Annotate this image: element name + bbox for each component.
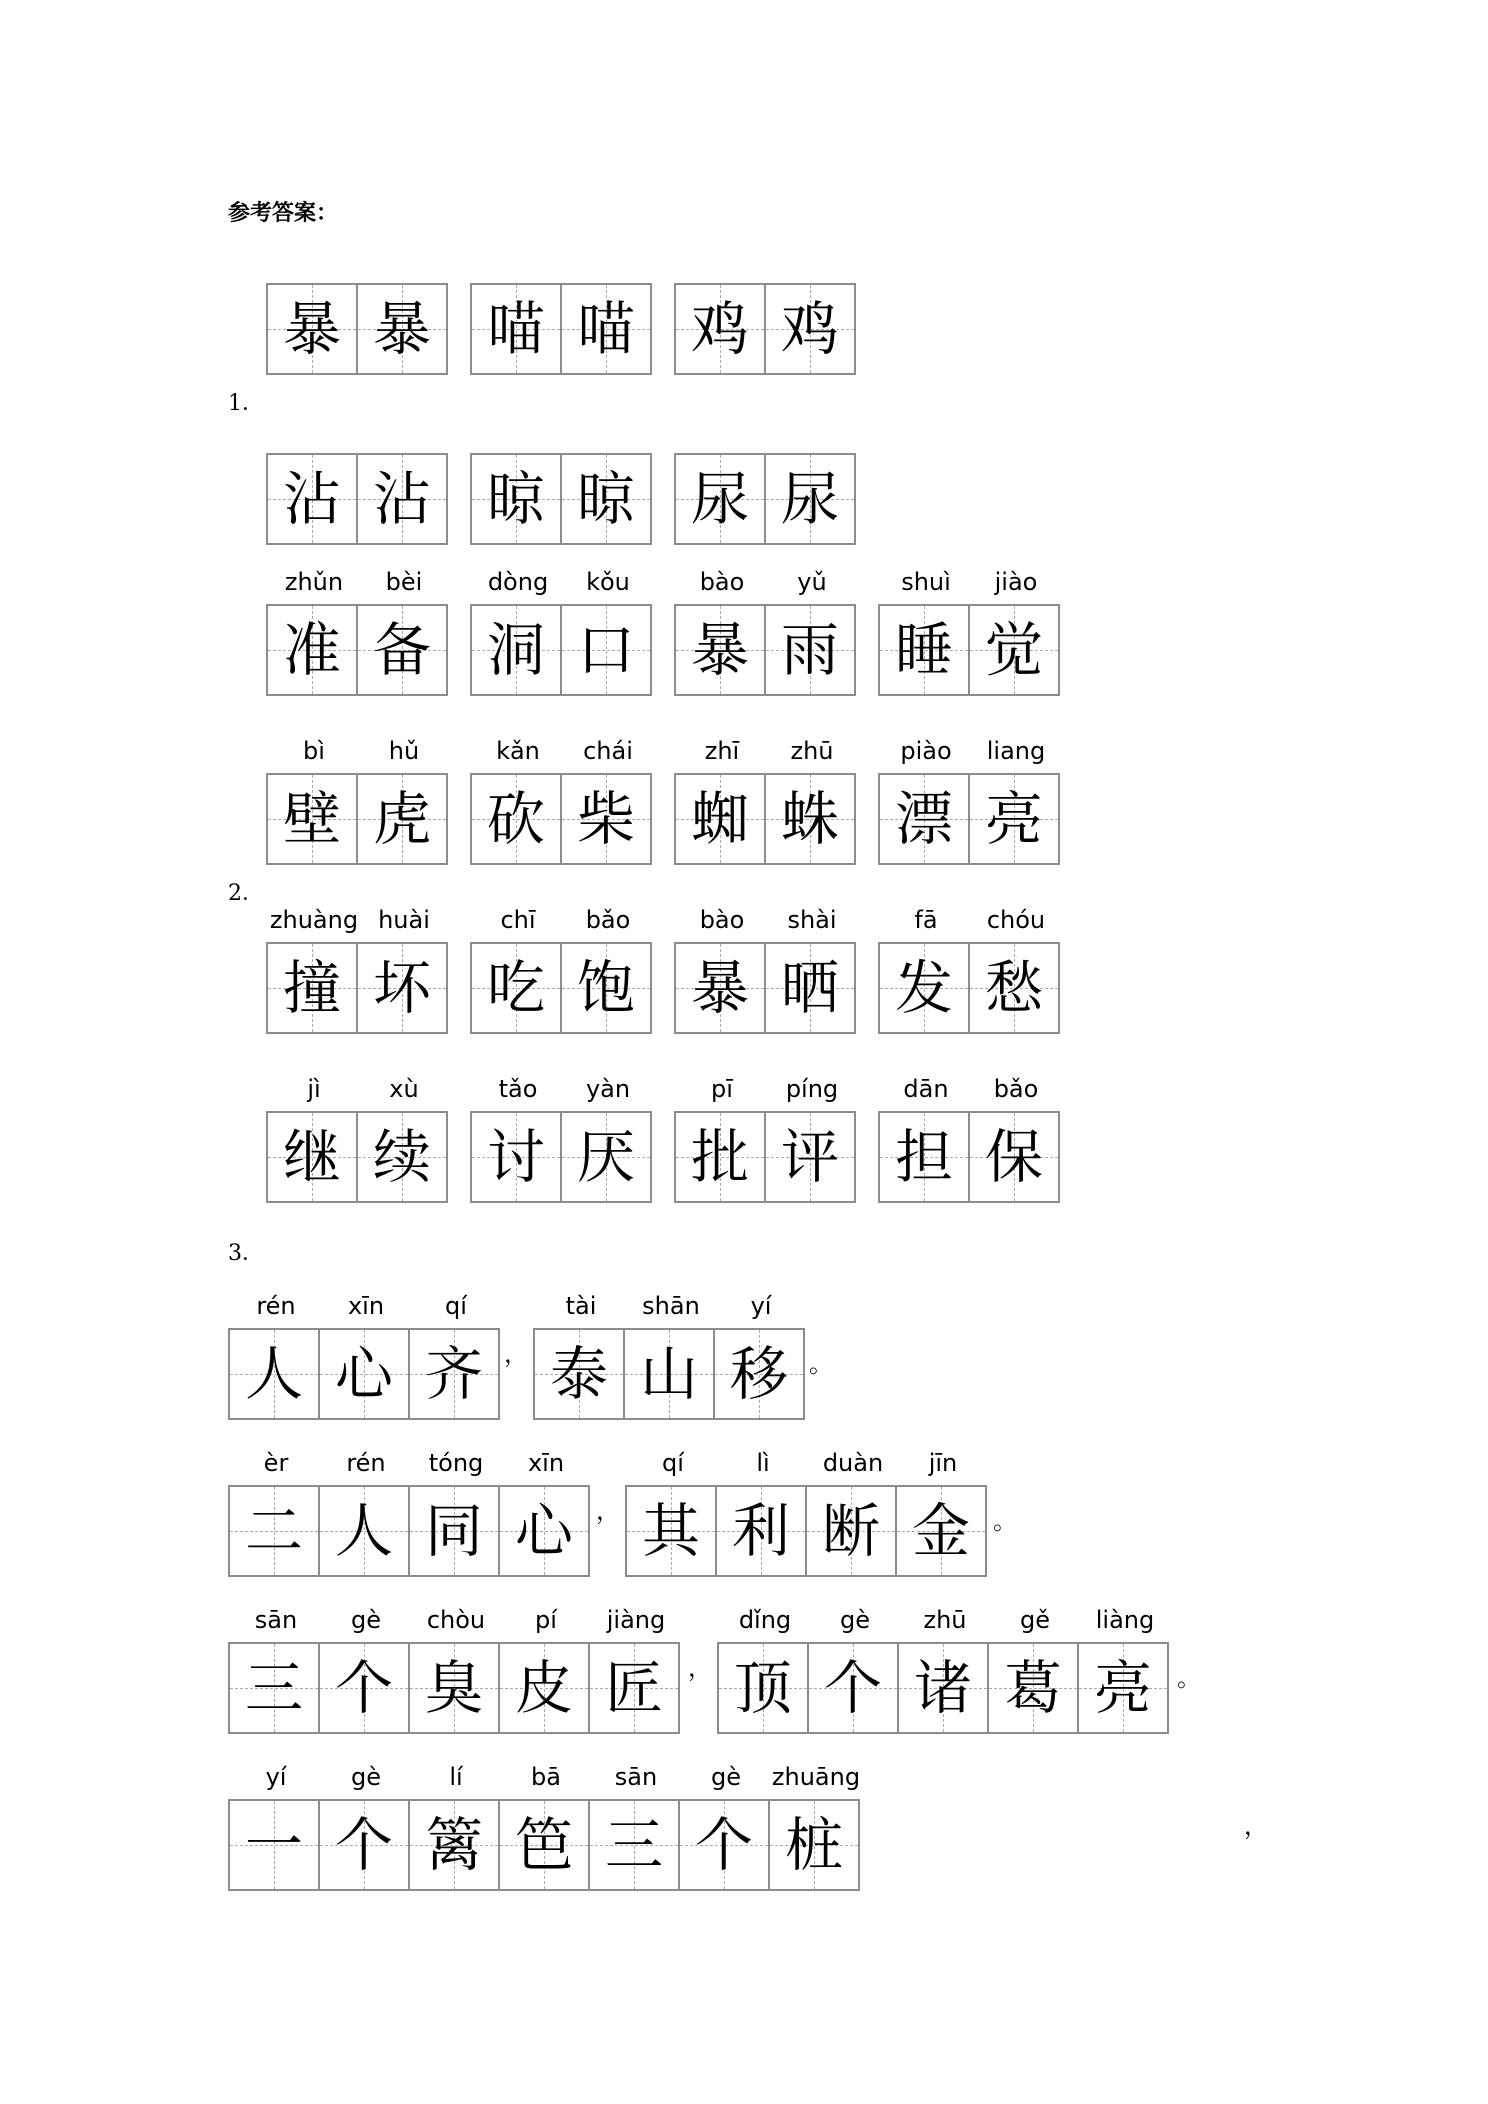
- hanzi-char: 口: [576, 616, 635, 684]
- hanzi-char: 发: [894, 954, 953, 1022]
- hanzi-char: 笆: [514, 1811, 573, 1879]
- char-cell: [266, 737, 358, 865]
- char-cell: [987, 1606, 1079, 1734]
- char-cell: [356, 737, 448, 865]
- word-group: [470, 906, 652, 1034]
- pinyin-label: zhǔn: [284, 568, 344, 596]
- char-cell: [878, 568, 970, 696]
- idiom-group: [625, 1449, 987, 1577]
- hanzi-char: 雨: [780, 616, 839, 684]
- word-group: [470, 1075, 652, 1203]
- hanzi-char: 泰: [549, 1340, 608, 1408]
- period-mark: 。: [993, 1507, 1017, 1535]
- char-cell: [625, 1449, 717, 1577]
- char-cell: [266, 568, 358, 696]
- comma-mark: ，: [1244, 1812, 1268, 1840]
- pinyin-label: shài: [787, 906, 837, 934]
- char-cell: [356, 906, 448, 1034]
- pinyin-label: jiàng: [606, 1606, 666, 1634]
- char-cell: [408, 1606, 500, 1734]
- pinyin-label: qí: [662, 1449, 684, 1477]
- pinyin-label: lì: [756, 1449, 770, 1477]
- hanzi-char: 三: [604, 1811, 663, 1879]
- hanzi-char: 漂: [894, 785, 953, 853]
- pinyin-label: bā: [531, 1763, 561, 1791]
- char-cell: [678, 1763, 770, 1891]
- char-cell: [674, 568, 766, 696]
- hanzi-char: 沾: [282, 465, 341, 533]
- char-cell: [588, 1763, 680, 1891]
- pinyin-label: bào: [699, 906, 745, 934]
- hanzi-char: 三: [244, 1654, 303, 1722]
- pinyin-label: kǒu: [586, 568, 630, 596]
- hanzi-char: 蜘: [690, 785, 749, 853]
- hanzi-char: 山: [639, 1340, 698, 1408]
- hanzi-char: 暴: [690, 954, 749, 1022]
- hanzi-char: 沾: [372, 465, 431, 533]
- pinyin-label: pí: [535, 1606, 557, 1634]
- char-cell: [470, 283, 562, 375]
- hanzi-char: 诸: [913, 1654, 972, 1722]
- word-group: [878, 737, 1060, 865]
- pinyin-label: jiào: [994, 568, 1038, 596]
- hanzi-char: 暴: [372, 295, 431, 363]
- pinyin-label: tǎo: [498, 1075, 538, 1103]
- char-cell: [408, 1292, 500, 1420]
- char-cell: [318, 1449, 410, 1577]
- pinyin-label: xīn: [527, 1449, 565, 1477]
- idiom-group: [228, 1449, 590, 1577]
- char-cell: [764, 737, 856, 865]
- char-cell: [228, 1449, 320, 1577]
- char-cell: [897, 1606, 989, 1734]
- hanzi-char: 保: [984, 1123, 1043, 1191]
- char-cell: [1077, 1606, 1169, 1734]
- word-group: [674, 737, 856, 865]
- pinyin-label: piào: [900, 737, 952, 765]
- char-cell: [674, 283, 766, 375]
- q1-group: [266, 283, 448, 375]
- pinyin-label: rén: [256, 1292, 296, 1320]
- hanzi-char: 蛛: [780, 785, 839, 853]
- char-cell: [588, 1606, 680, 1734]
- word-group: [674, 1075, 856, 1203]
- pinyin-label: gè: [840, 1606, 870, 1634]
- char-cell: [560, 906, 652, 1034]
- idiom-group: [533, 1292, 805, 1420]
- question-number-2: 2．: [228, 881, 264, 906]
- char-cell: [470, 1075, 562, 1203]
- hanzi-char: 觉: [984, 616, 1043, 684]
- char-cell: [266, 1075, 358, 1203]
- word-group: [878, 1075, 1060, 1203]
- hanzi-char: 批: [690, 1123, 749, 1191]
- hanzi-char: 吃: [486, 954, 545, 1022]
- hanzi-char: 愁: [984, 954, 1043, 1022]
- char-cell: [560, 283, 652, 375]
- hanzi-char: 壁: [282, 785, 341, 853]
- idiom-group: [228, 1292, 500, 1420]
- period-mark: 。: [1177, 1664, 1201, 1692]
- char-cell: [764, 283, 856, 375]
- char-cell: [408, 1449, 500, 1577]
- hanzi-char: 心: [514, 1497, 573, 1565]
- hanzi-char: 亮: [1093, 1654, 1152, 1722]
- pinyin-label: tài: [565, 1292, 597, 1320]
- hanzi-char: 二: [244, 1497, 303, 1565]
- word-group: [266, 906, 448, 1034]
- pinyin-label: dān: [903, 1075, 949, 1103]
- char-cell: [560, 453, 652, 545]
- hanzi-char: 洞: [486, 616, 545, 684]
- pinyin-label: yí: [750, 1292, 772, 1320]
- hanzi-char: 饱: [576, 954, 635, 1022]
- char-cell: [764, 568, 856, 696]
- pinyin-label: lí: [449, 1763, 463, 1791]
- pinyin-label: sān: [614, 1763, 658, 1791]
- char-cell: [764, 1075, 856, 1203]
- hanzi-char: 尿: [780, 465, 839, 533]
- char-cell: [674, 737, 766, 865]
- char-cell: [807, 1606, 899, 1734]
- char-cell: [764, 906, 856, 1034]
- pinyin-label: bèi: [385, 568, 423, 596]
- char-cell: [968, 1075, 1060, 1203]
- hanzi-char: 柴: [576, 785, 635, 853]
- hanzi-char: 人: [244, 1340, 303, 1408]
- pinyin-label: gè: [351, 1763, 381, 1791]
- hanzi-char: 移: [729, 1340, 788, 1408]
- period-mark: 。: [809, 1350, 833, 1378]
- hanzi-char: 断: [821, 1497, 880, 1565]
- pinyin-label: jì: [307, 1075, 321, 1103]
- hanzi-char: 个: [694, 1811, 753, 1879]
- pinyin-label: dǐng: [738, 1606, 792, 1634]
- pinyin-label: èr: [263, 1449, 289, 1477]
- hanzi-char: 鸡: [690, 295, 749, 363]
- word-group: [470, 737, 652, 865]
- hanzi-char: 晾: [486, 465, 545, 533]
- hanzi-char: 砍: [486, 785, 545, 853]
- question-number-3: 3．: [228, 1241, 264, 1266]
- char-cell: [560, 737, 652, 865]
- hanzi-char: 喵: [576, 295, 635, 363]
- char-cell: [266, 283, 358, 375]
- char-cell: [560, 1075, 652, 1203]
- hanzi-char: 金: [911, 1497, 970, 1565]
- char-cell: [805, 1449, 897, 1577]
- pinyin-label: gě: [1020, 1606, 1050, 1634]
- char-cell: [764, 453, 856, 545]
- char-cell: [878, 906, 970, 1034]
- idiom-group: [228, 1763, 861, 1891]
- char-cell: [674, 453, 766, 545]
- pinyin-label: tóng: [428, 1449, 484, 1477]
- hanzi-char: 暴: [690, 616, 749, 684]
- char-cell: [356, 283, 448, 375]
- hanzi-char: 心: [334, 1340, 393, 1408]
- pinyin-label: liang: [986, 737, 1046, 765]
- hanzi-char: 喵: [486, 295, 545, 363]
- hanzi-char: 篱: [424, 1811, 483, 1879]
- char-cell: [498, 1763, 590, 1891]
- q1-group: [470, 283, 652, 375]
- char-cell: [878, 737, 970, 865]
- char-cell: [968, 568, 1060, 696]
- pinyin-label: yàn: [585, 1075, 631, 1103]
- char-cell: [768, 1763, 861, 1891]
- hanzi-char: 匠: [604, 1654, 663, 1722]
- word-group: [266, 568, 448, 696]
- pinyin-label: chái: [583, 737, 633, 765]
- pinyin-label: chī: [500, 906, 536, 934]
- char-cell: [533, 1292, 625, 1420]
- char-cell: [408, 1763, 500, 1891]
- pinyin-label: gè: [351, 1606, 381, 1634]
- pinyin-label: liàng: [1095, 1606, 1155, 1634]
- hanzi-char: 晾: [576, 465, 635, 533]
- hanzi-char: 其: [641, 1497, 700, 1565]
- word-group: [266, 737, 448, 865]
- hanzi-char: 尿: [690, 465, 749, 533]
- pinyin-label: qí: [445, 1292, 467, 1320]
- char-cell: [356, 568, 448, 696]
- word-group: [878, 906, 1060, 1034]
- pinyin-label: zhī: [704, 737, 740, 765]
- pinyin-label: shān: [642, 1292, 700, 1320]
- hanzi-char: 一: [244, 1811, 303, 1879]
- char-cell: [470, 906, 562, 1034]
- pinyin-label: shuì: [901, 568, 951, 596]
- hanzi-char: 准: [282, 616, 341, 684]
- char-cell: [895, 1449, 987, 1577]
- idiom-group: [228, 1606, 680, 1734]
- word-group: [674, 568, 856, 696]
- hanzi-char: 鸡: [780, 295, 839, 363]
- hanzi-char: 桩: [784, 1811, 843, 1879]
- char-cell: [228, 1606, 320, 1734]
- hanzi-char: 人: [334, 1497, 393, 1565]
- hanzi-char: 继: [282, 1123, 341, 1191]
- hanzi-char: 虎: [372, 785, 431, 853]
- pinyin-label: kǎn: [496, 737, 540, 765]
- pinyin-label: hǔ: [388, 737, 420, 765]
- hanzi-char: 备: [372, 616, 431, 684]
- hanzi-char: 亮: [984, 785, 1043, 853]
- idiom-group: [717, 1606, 1169, 1734]
- page-title: 参考答案：: [228, 200, 339, 226]
- hanzi-char: 撞: [282, 954, 341, 1022]
- hanzi-char: 皮: [514, 1654, 573, 1722]
- char-cell: [878, 1075, 970, 1203]
- hanzi-char: 讨: [486, 1123, 545, 1191]
- q1-group: [674, 453, 856, 545]
- hanzi-char: 葛: [1003, 1654, 1062, 1722]
- pinyin-label: bǎo: [993, 1075, 1039, 1103]
- pinyin-label: bǎo: [585, 906, 631, 934]
- hanzi-char: 厌: [576, 1123, 635, 1191]
- char-cell: [318, 1763, 410, 1891]
- word-group: [266, 1075, 448, 1203]
- pinyin-label: fā: [914, 906, 938, 934]
- hanzi-char: 晒: [780, 954, 839, 1022]
- char-cell: [228, 1763, 320, 1891]
- comma-mark: ，: [596, 1497, 620, 1525]
- pinyin-label: bì: [303, 737, 325, 765]
- hanzi-char: 个: [823, 1654, 882, 1722]
- pinyin-label: yǔ: [797, 568, 827, 596]
- char-cell: [560, 568, 652, 696]
- pinyin-label: bào: [699, 568, 745, 596]
- pinyin-label: chóu: [986, 906, 1046, 934]
- pinyin-label: jīn: [928, 1449, 958, 1477]
- hanzi-char: 个: [334, 1654, 393, 1722]
- hanzi-char: 齐: [424, 1340, 483, 1408]
- pinyin-label: duàn: [822, 1449, 884, 1477]
- hanzi-char: 坏: [372, 954, 431, 1022]
- char-cell: [968, 906, 1060, 1034]
- pinyin-label: zhū: [790, 737, 834, 765]
- pinyin-label: yí: [265, 1763, 287, 1791]
- q1-group: [470, 453, 652, 545]
- char-cell: [498, 1606, 590, 1734]
- pinyin-label: zhū: [923, 1606, 967, 1634]
- char-cell: [470, 737, 562, 865]
- char-cell: [674, 1075, 766, 1203]
- word-group: [878, 568, 1060, 696]
- hanzi-char: 个: [334, 1811, 393, 1879]
- char-cell: [470, 453, 562, 545]
- pinyin-label: dòng: [487, 568, 549, 596]
- comma-mark: ，: [504, 1340, 528, 1368]
- hanzi-char: 续: [372, 1123, 431, 1191]
- hanzi-char: 利: [731, 1497, 790, 1565]
- hanzi-char: 同: [424, 1497, 483, 1565]
- char-cell: [266, 453, 358, 545]
- char-cell: [717, 1606, 809, 1734]
- pinyin-label: pī: [711, 1075, 733, 1103]
- pinyin-label: huài: [378, 906, 430, 934]
- hanzi-char: 臭: [424, 1654, 483, 1722]
- word-group: [674, 906, 856, 1034]
- char-cell: [356, 1075, 448, 1203]
- pinyin-label: píng: [785, 1075, 839, 1103]
- q1-group: [674, 283, 856, 375]
- word-group: [470, 568, 652, 696]
- char-cell: [228, 1292, 320, 1420]
- hanzi-char: 担: [894, 1123, 953, 1191]
- pinyin-label: xīn: [347, 1292, 385, 1320]
- pinyin-label: sān: [254, 1606, 298, 1634]
- char-cell: [623, 1292, 715, 1420]
- char-cell: [968, 737, 1060, 865]
- pinyin-label: zhuāng: [771, 1763, 861, 1791]
- comma-mark: ，: [688, 1654, 712, 1682]
- pinyin-label: xù: [389, 1075, 419, 1103]
- char-cell: [715, 1449, 807, 1577]
- hanzi-char: 睡: [894, 616, 953, 684]
- pinyin-label: rén: [346, 1449, 386, 1477]
- q1-group: [266, 453, 448, 545]
- pinyin-label: chòu: [426, 1606, 486, 1634]
- char-cell: [318, 1292, 410, 1420]
- char-cell: [266, 906, 359, 1034]
- char-cell: [470, 568, 562, 696]
- char-cell: [318, 1606, 410, 1734]
- question-number-1: 1．: [228, 391, 264, 416]
- hanzi-char: 暴: [282, 295, 341, 363]
- char-cell: [356, 453, 448, 545]
- pinyin-label: gè: [711, 1763, 741, 1791]
- pinyin-label: zhuàng: [269, 906, 359, 934]
- char-cell: [674, 906, 766, 1034]
- char-cell: [498, 1449, 590, 1577]
- hanzi-char: 顶: [733, 1654, 792, 1722]
- char-cell: [713, 1292, 805, 1420]
- hanzi-char: 评: [780, 1123, 839, 1191]
